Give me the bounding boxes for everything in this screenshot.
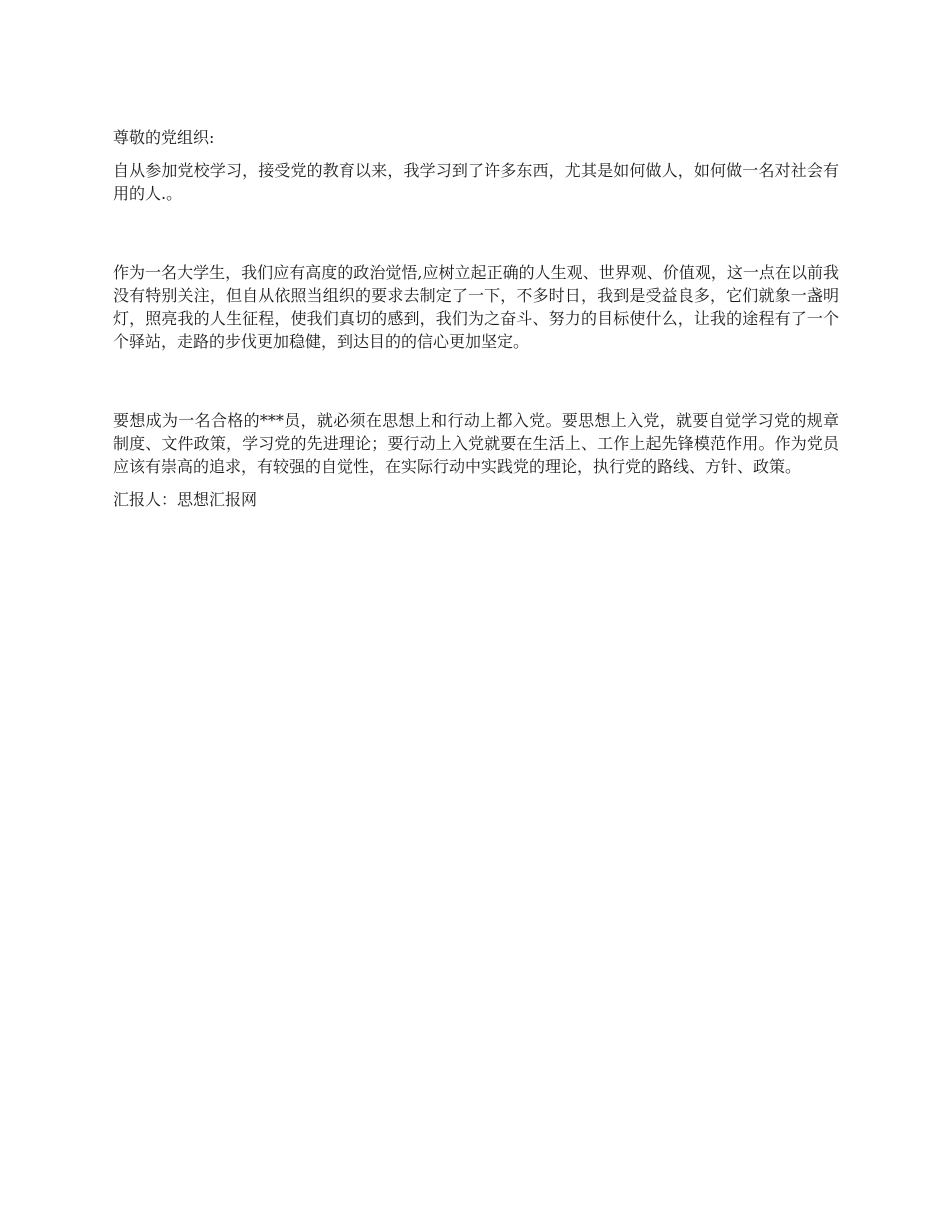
paragraph-1: 自从参加党校学习，接受党的教育以来，我学习到了许多东西，尤其是如何做人，如何做一名对社会有用的人.。: [113, 161, 839, 203]
salutation: 尊敬的党组织:: [113, 128, 215, 147]
document-body: [113, 126, 839, 511]
signature: 汇报人：思想汇报网: [113, 490, 258, 509]
paragraph-2: 作为一名大学生，我们应有高度的政治觉悟,应树立起正确的人生观、世界观、价值观，这一点在以前我没有特别关注，但自从依照当组织的要求去制定了一下，不多时日，我到是受益良多，它们就象一盏明灯，照亮我的人生征程，使我们真切的感到，我们为之奋斗、努力的目标使什么，让我的途程有了一个个驿站，走路的步伐更加稳健，到达目的的信心更加坚定。: [113, 263, 839, 351]
paragraph-3: 要想成为一名合格的***员，就必须在思想上和行动上都入党。要思想上入党，就要自觉学习党的规章制度、文件政策，学习党的先进理论；要行动上入党就要在生活上、工作上起先锋模范作用。作为党员应该有崇高的追求，有较强的自觉性，在实际行动中实践党的理论，执行党的路线、方针、政策。: [113, 411, 839, 476]
